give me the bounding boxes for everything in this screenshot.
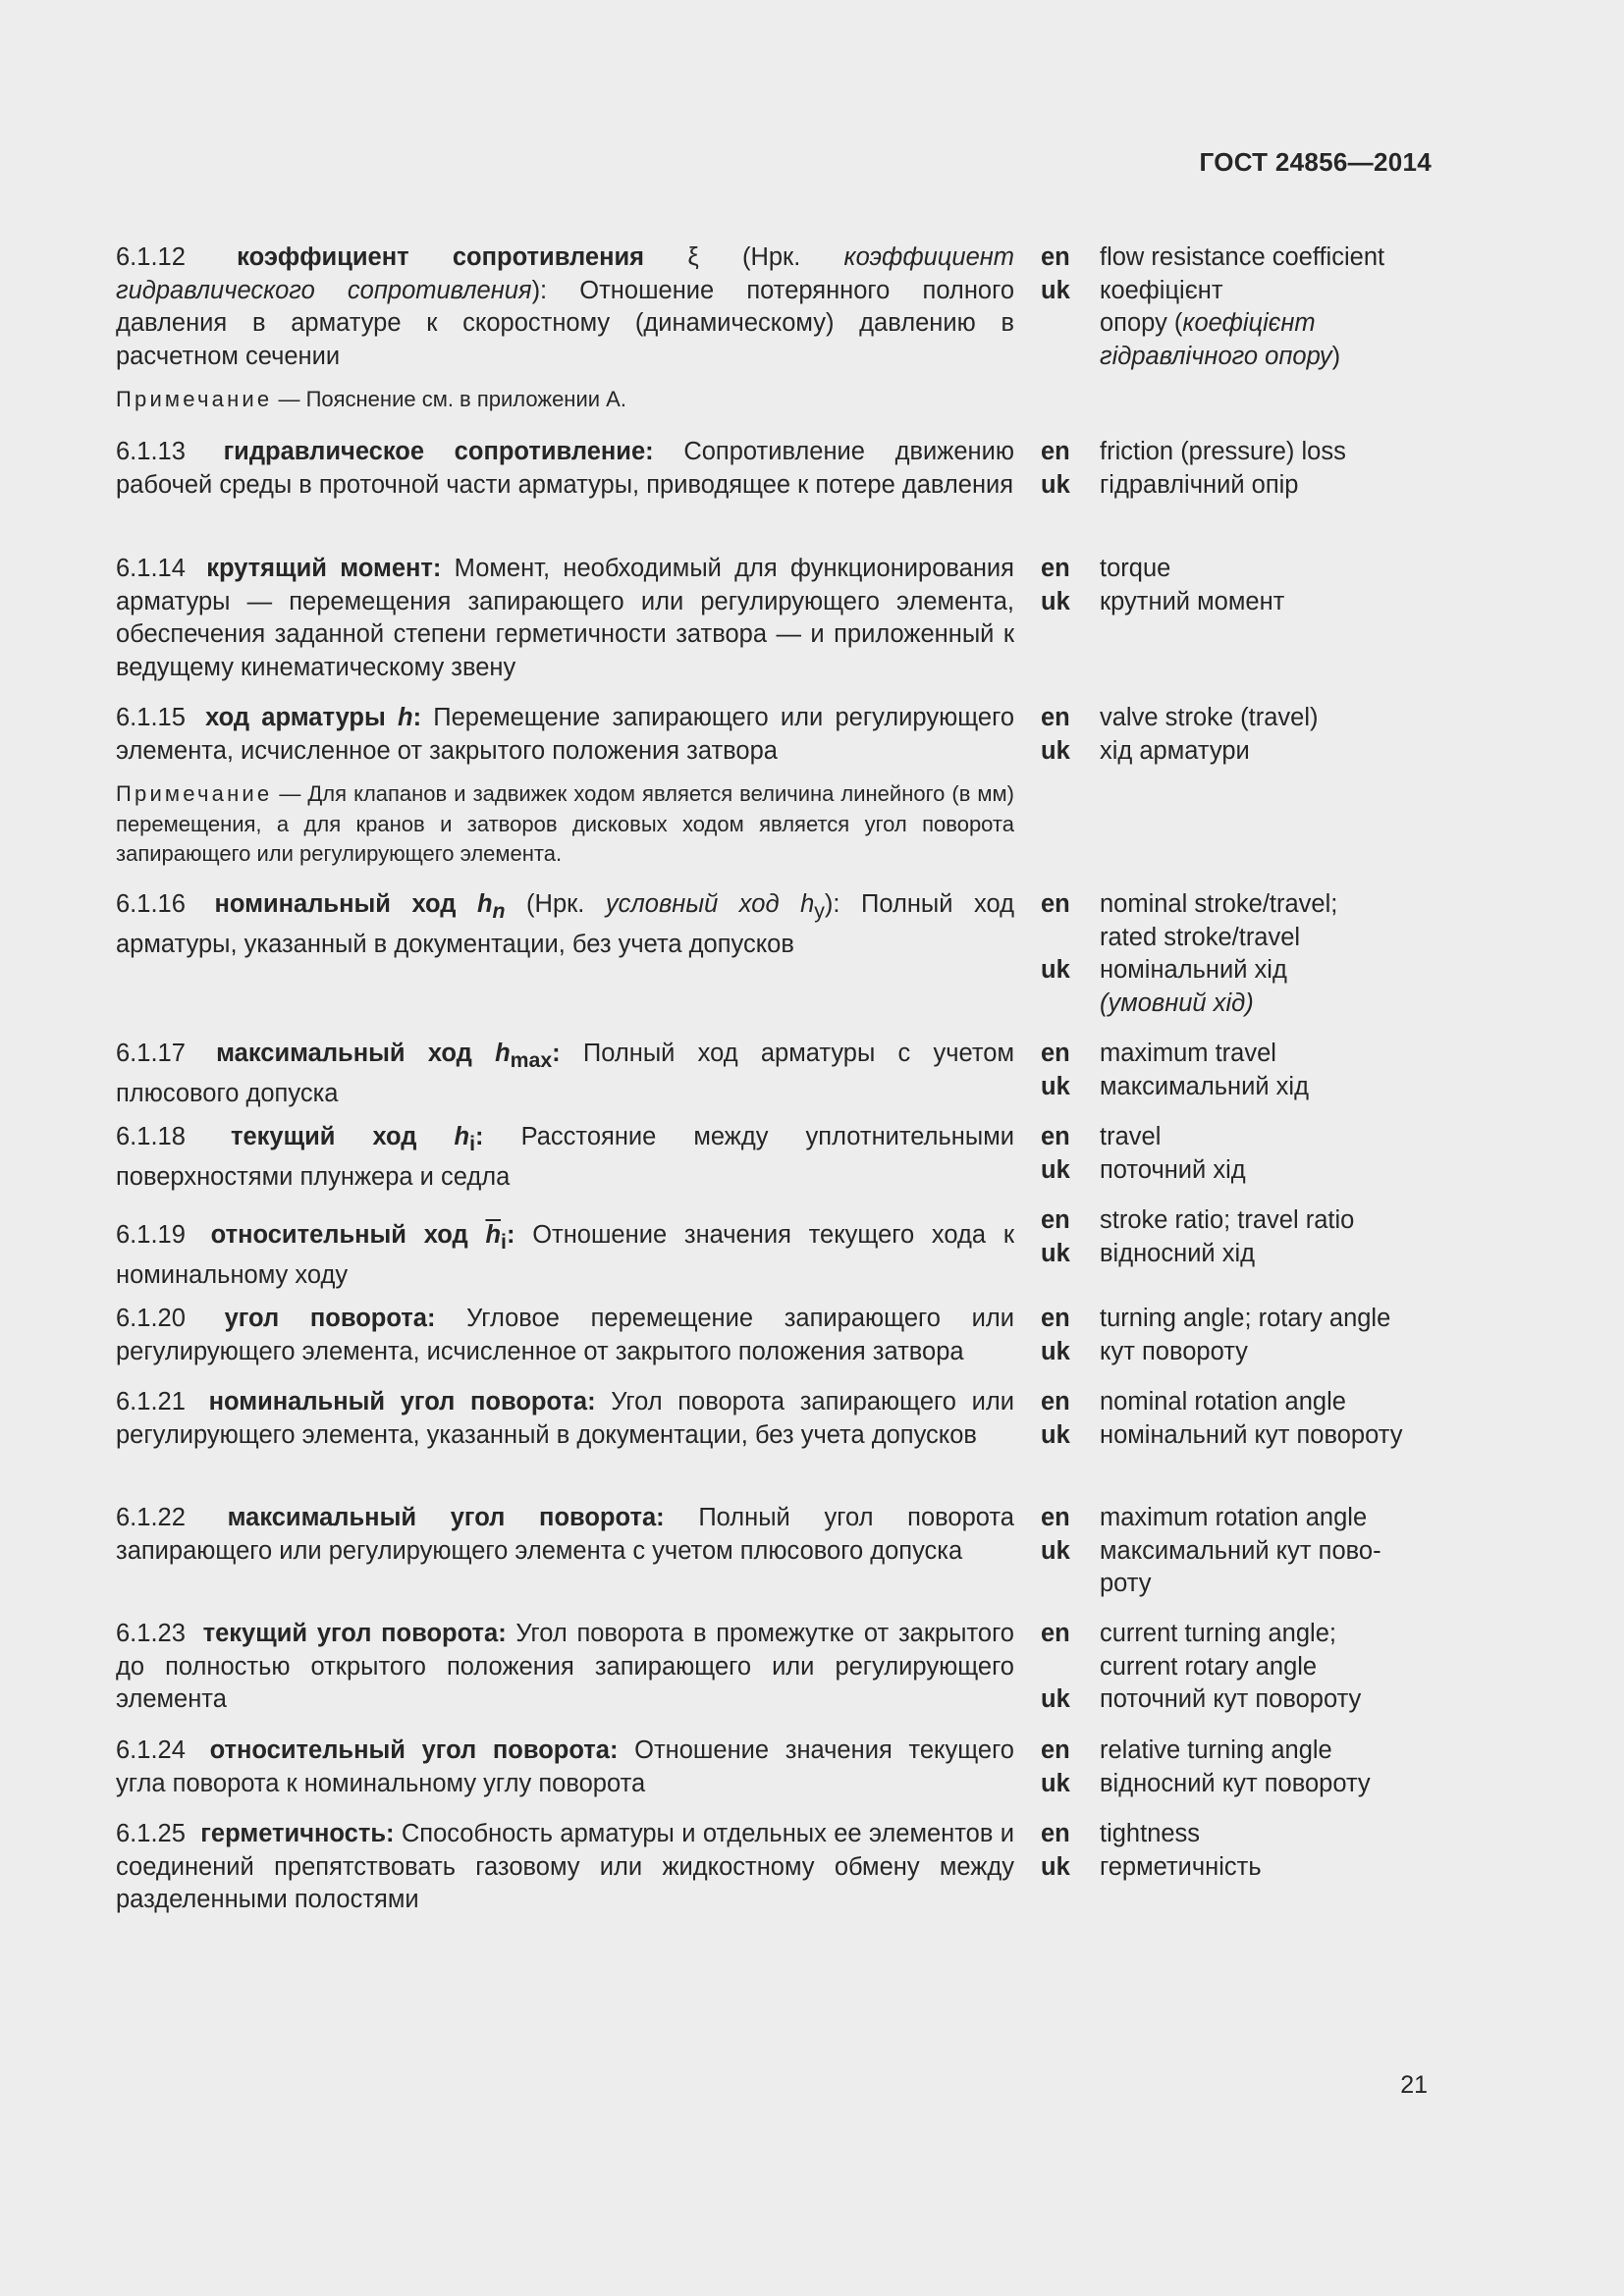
russian-definition [116,1735,1014,1800]
term-symbol: $\overline{h}$ [485,1221,502,1249]
russian-definition [116,1386,1014,1452]
term-number: 6.1.19 [116,1221,186,1249]
translations [1041,1735,1434,1800]
lang-code-en: en [1041,438,1070,465]
term-name: текущий угол поворота: [202,1620,507,1647]
term-number: 6.1.13 [116,438,186,465]
term-number: 6.1.15 [116,704,186,731]
definition-text: Момент, необходимый для функционирования арматуры — перемещения запирающего или регулирующего элемента, обеспечения заданной степени герметичности затвора — и приложенный к ведущему кинематическому звену [116,555,1014,681]
note-text: — Для клапанов и задвижек ходом является величина линейного (в мм) перемещения, а для кранов и затворов дисковых ходом является угол поворота запирающего или регулирующего элемента. [116,781,1014,866]
translations [1041,1204,1434,1270]
lang-code-uk: uk [1041,1239,1070,1267]
uk-term: крутний момент [1100,587,1285,615]
en-term: travel [1100,1123,1162,1150]
lang-code-uk: uk [1041,1769,1070,1797]
translations [1041,888,1434,1020]
translations [1041,1038,1434,1103]
term-number: 6.1.17 [116,1040,186,1067]
russian-definition: 6.1.12 коэффициент сопротивления ξ (Нрк. коэффициент гидравлического сопротивления): Отношение потерянного полного давления в арматуре к скоростному (динамическому) давлению в расчетном сечении Примечание — Пояснение см. в приложении А. [116,241,1014,415]
note [116,385,1014,415]
term-name: угол поворота: [224,1305,436,1332]
term-name: текущий ход [230,1123,417,1150]
russian-definition [116,1303,1014,1368]
translations [1041,1303,1434,1368]
russian-definition [116,1618,1014,1717]
uk-term: кут повороту [1100,1337,1248,1365]
lang-code-en: en [1041,890,1070,918]
definition-text: Угловое перемещение запирающего или регулирующего элемента, исчисленное от закрытого положения затвора [116,1305,1014,1365]
translations [1041,1502,1434,1601]
term-name: крутящий момент: [206,555,442,582]
en-term: torque [1100,555,1171,582]
lang-code-uk: uk [1041,1852,1070,1881]
term-number: 6.1.14 [116,555,186,582]
russian-definition: 6.1.19 относительный ход $\overline{h}_i$: Отношение значения текущего хода к номинальному ходу [116,1221,1014,1289]
lang-code-uk: uk [1041,1072,1070,1100]
term-symbol: h [476,890,493,918]
uk-term: хід арматури [1100,736,1250,765]
russian-definition: 6.1.18 текущий ход $h_i$: Расстояние между уплотнительными поверхностями плунжера и седла [116,1123,1014,1191]
note-text: — Пояснение см. в приложении А. [272,387,626,411]
lang-code-uk: uk [1041,276,1070,304]
en-term: maximum travel [1100,1040,1276,1067]
translations [1041,553,1434,618]
en-term: stroke ratio; travel ratio [1100,1206,1355,1234]
en-term: flow resistance coefficient [1100,243,1385,271]
uk-term: поточний кут повороту [1100,1685,1362,1713]
translations [1041,1386,1434,1452]
term-name: ход арматуры [205,704,386,731]
uk-term: поточний хід [1100,1155,1246,1184]
term-symbol: ξ [687,243,699,271]
russian-definition: 6.1.17 максимальный ход $h_{max}$: Полный ход арматуры с учетом плюсового допуска [116,1040,1014,1107]
term-name: номинальный угол поворота: [208,1388,596,1415]
en-term: nominal stroke/travel; rated stroke/travel [1100,890,1338,951]
lang-code-en: en [1041,1504,1070,1531]
term-number: 6.1.24 [116,1736,186,1764]
lang-code-en: en [1041,1820,1070,1847]
russian-definition: 6.1.16 номинальный ход $h_n$ (Нрк. условный ход $h_y$): Полный ход арматуры, указанный в документации, без учета допусков [116,890,1014,958]
en-term: valve stroke (travel) [1100,704,1319,731]
lang-code-uk: uk [1041,470,1070,499]
translations [1041,436,1434,502]
russian-definition [116,1502,1014,1568]
note-label: Примечание [116,387,273,411]
russian-definition: 6.1.15 ход арматуры h: Перемещение запирающего или регулирующего элемента, исчисленное от закрытого положения затвора Примечание — Для клапанов и задвижек ходом является величина линейного (в мм) перемещения, а для кранов и затворов дисковых ходом является угол поворота запирающего или регулирующего элемента. [116,702,1014,870]
en-term: nominal rotation angle [1100,1388,1346,1415]
definition-text: Полный ход арматуры с учетом плюсового допуска [116,1040,1014,1107]
term-name: максимальный ход [216,1040,472,1067]
lang-code-en: en [1041,1736,1070,1764]
term-symbol: h [495,1040,511,1067]
translations [1041,1121,1434,1187]
lang-code-uk: uk [1041,587,1070,615]
translations [1041,702,1434,768]
term-number: 6.1.23 [116,1620,186,1647]
en-term: tightness [1100,1820,1201,1847]
definition-text: Сопротивление движению рабочей среды в проточной части арматуры, приводящее к потере давления [116,438,1014,499]
uk-term: герметичність [1100,1852,1262,1881]
term-number: 6.1.25 [116,1820,186,1847]
uk-term: номінальний кут повороту [1100,1420,1403,1449]
translations [1041,1618,1434,1717]
lang-code-uk: uk [1041,1536,1070,1565]
uk-term: відносний хід [1100,1239,1256,1267]
lang-code-en: en [1041,1040,1070,1067]
term-name: относительный ход [210,1221,468,1249]
lang-code-en: en [1041,1305,1070,1332]
lang-code-en: en [1041,243,1070,271]
lang-code-en: en [1041,1206,1070,1234]
term-number: 6.1.20 [116,1305,186,1332]
note [116,779,1014,870]
uk-term: максимальний хід [1100,1072,1309,1100]
lang-code-en: en [1041,704,1070,731]
term-number: 6.1.12 [116,243,186,271]
term-name: коэффициент сопротивления [237,243,645,271]
en-term: current turning angle; current rotary angle [1100,1620,1336,1681]
en-term: turning angle; rotary angle [1100,1305,1391,1332]
definition-text: Отношение значения текущего угла поворота к номинальному углу поворота [116,1736,1014,1797]
deprecated-term: условный ход h [605,890,815,918]
lang-code-uk: uk [1041,736,1070,765]
lang-code-uk: uk [1041,956,1070,984]
lang-code-en: en [1041,555,1070,582]
term-symbol: h [454,1123,470,1150]
uk-term: максимальний кут пово- роту [1100,1536,1381,1597]
term-name: герметичность: [200,1820,395,1847]
definition-text: Угол поворота в промежутке от закрытого до полностью открытого положения запирающего или регулирующего элемента [116,1620,1014,1713]
definition-text: Угол поворота запирающего или регулирующего элемента, указанный в документации, без учета допусков [116,1388,1014,1449]
note-label: Примечание [116,781,273,806]
definition-text: Отношение значения текущего хода к номинальному ходу [116,1221,1014,1289]
lang-code-uk: uk [1041,1420,1070,1449]
definition-text: Способность арматуры и отдельных ее элементов и соединений препятствовать газовому или жидкостному обмену между разделенными полостями [116,1820,1014,1913]
term-symbol: h [397,704,413,731]
term-name: гидравлическое сопротивление: [223,438,654,465]
uk-term: коефіцієнт опору (коефіцієнт гідравлічного опору) [1100,276,1341,370]
uk-term: номінальний хід (умовний хід) [1100,956,1287,1017]
en-term: maximum rotation angle [1100,1504,1368,1531]
page-number: 21 [1400,2071,1428,2099]
term-number: 6.1.21 [116,1388,186,1415]
lang-code-en: en [1041,1123,1070,1150]
russian-definition [116,553,1014,684]
uk-term: відносний кут повороту [1100,1769,1371,1797]
deprecated-term: коэффициент гидравлического сопротивления [116,243,1015,304]
term-number: 6.1.18 [116,1123,186,1150]
lang-code-en: en [1041,1620,1070,1647]
definition-text: Полный угол поворота запирающего или регулирующего элемента с учетом плюсового допуска [116,1504,1014,1565]
term-number: 6.1.22 [116,1504,186,1531]
russian-definition [116,436,1014,502]
definition-text: Перемещение запирающего или регулирующего элемента, исчисленное от закрытого положения затвора [116,704,1014,765]
uk-term: гідравлічний опір [1100,470,1299,499]
lang-code-uk: uk [1041,1337,1070,1365]
definition-text: ): Отношение потерянного полного давления в арматуре к скоростному (динамическому) давлению в расчетном сечении [116,276,1015,370]
term-number: 6.1.16 [116,890,186,918]
translations [1041,1818,1434,1884]
translations [1041,241,1434,373]
lang-code-en: en [1041,1388,1070,1415]
lang-code-uk: uk [1041,1155,1070,1184]
lang-code-uk: uk [1041,1685,1070,1713]
term-name: номинальный ход [214,890,457,918]
en-term: relative turning angle [1100,1736,1332,1764]
document-header: ГОСТ 24856—2014 [1199,147,1432,177]
en-term: friction (pressure) loss [1100,438,1346,465]
definition-text: ): Полный ход арматуры, указанный в документации, без учета допусков [116,890,1014,958]
definition-text: Расстояние между уплотнительными поверхностями плунжера и седла [116,1123,1014,1191]
russian-definition [116,1818,1014,1917]
term-name: относительный угол поворота: [209,1736,619,1764]
term-name: максимальный угол поворота: [227,1504,665,1531]
